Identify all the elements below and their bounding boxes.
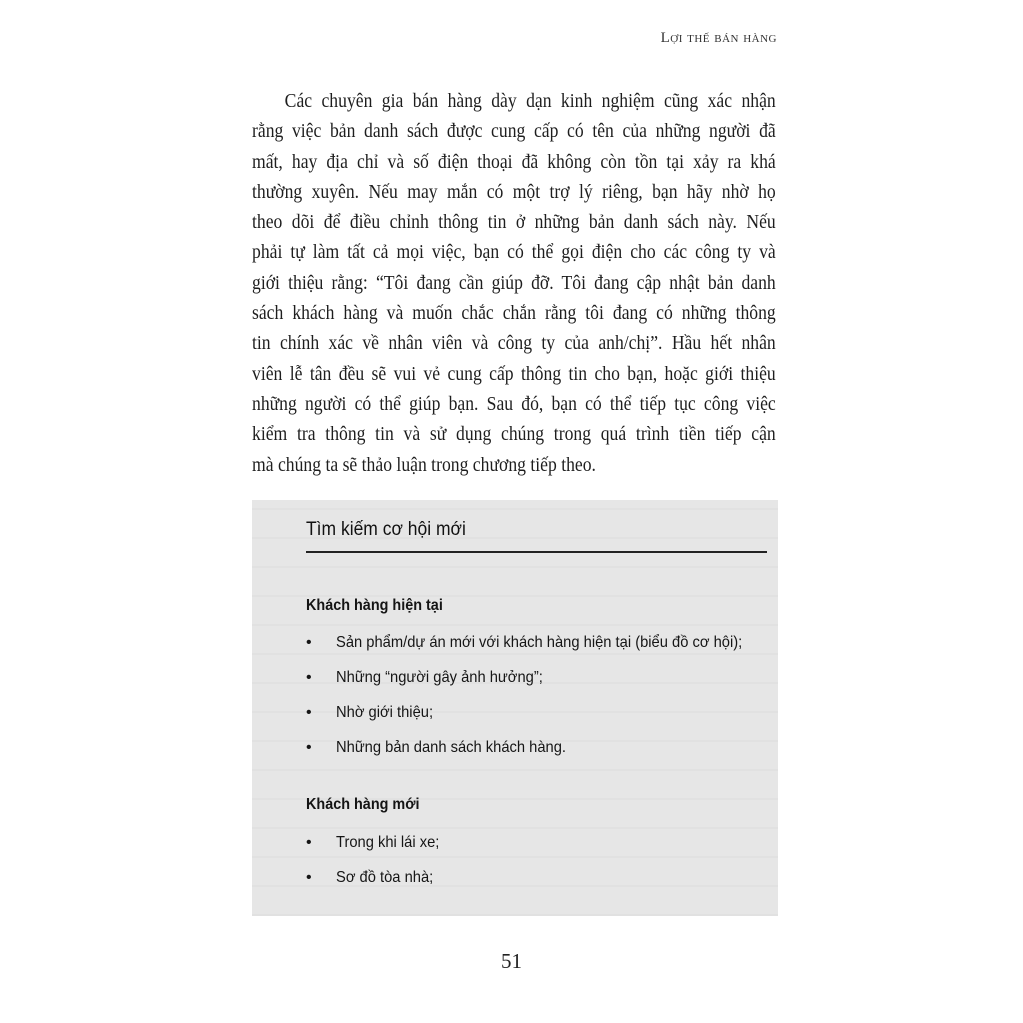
body-line: giới thiệu rằng: “Tôi đang cần giúp đỡ. Tôi đang cập nhật bản danh — [252, 271, 776, 294]
body-paragraph — [252, 86, 776, 480]
body-line: kiểm tra thông tin và sử dụng chúng trong quá trình tiền tiếp cận — [252, 423, 776, 446]
running-head: Lợi thế bán hàng — [660, 30, 777, 46]
body-line: rằng việc bản danh sách được cung cấp có tên của những người đã — [252, 120, 776, 143]
body-line: những người có thể giúp bạn. Sau đó, bạn có thể tiếp tục công việc — [252, 392, 776, 415]
body-line: sách khách hàng và muốn chắc chắn rằng tôi đang có những thông — [252, 302, 776, 325]
body-line: viên lễ tân đều sẽ vui vẻ cung cấp thông tin cho bạn, hoặc giới thiệu — [252, 362, 776, 385]
section-heading-current-customers: Khách hàng hiện tại — [306, 597, 443, 614]
body-line: theo dõi để điều chỉnh thông tin ở những bản danh sách này. Nếu — [252, 211, 776, 234]
bullet-icon: • — [306, 834, 312, 851]
body-line: phải tự làm tất cả mọi việc, bạn có thể gọi điện cho các công ty và — [252, 241, 776, 264]
sidebar-box — [252, 500, 778, 916]
body-line: tin chính xác về nhân viên và công ty của anh/chị”. Hầu hết nhân — [252, 332, 776, 355]
box-title: Tìm kiếm cơ hội mới — [306, 519, 466, 540]
body-line: Các chuyên gia bán hàng dày dạn kinh nghiệm cũng xác nhận — [284, 90, 776, 112]
body-line: mất, hay địa chỉ và số điện thoại đã không còn tồn tại xảy ra khá — [252, 150, 776, 173]
section-heading-new-customers: Khách hàng mới — [306, 796, 420, 813]
bullet-icon: • — [306, 634, 312, 651]
box-divider — [306, 551, 767, 553]
bullet-icon: • — [306, 739, 312, 756]
page-number: 51 — [501, 949, 522, 973]
body-line: thường xuyên. Nếu may mắn có một trợ lý riêng, bạn hãy nhờ họ — [252, 180, 776, 203]
bullet-icon: • — [306, 869, 312, 886]
body-line: mà chúng ta sẽ thảo luận trong chương tiếp theo. — [252, 453, 596, 476]
bullet-icon: • — [306, 704, 312, 721]
bullet-icon: • — [306, 669, 312, 686]
